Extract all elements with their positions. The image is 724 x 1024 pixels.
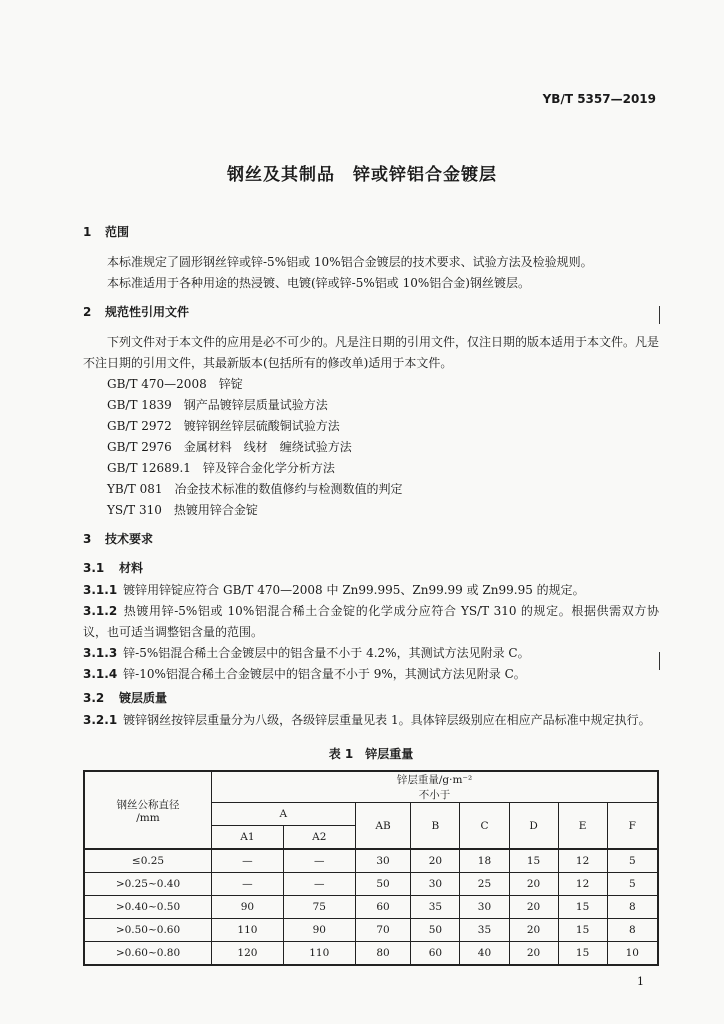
table-row (84, 873, 658, 896)
column-header: AB (355, 803, 411, 850)
reference-item: GB/T 470—2008 锌锭 (107, 377, 243, 391)
weight-cell: 20 (411, 849, 460, 873)
subsection-heading (83, 559, 659, 578)
weight-cell: 15 (558, 942, 607, 966)
weight-header-cell (212, 771, 659, 803)
weight-cell: 8 (607, 919, 658, 942)
weight-cell: 35 (411, 896, 460, 919)
weight-cell: 80 (355, 942, 411, 966)
document-title: 钢丝及其制品 锌或锌铝合金镀层 (227, 165, 497, 185)
column-header: C (460, 803, 509, 850)
weight-cell: 10 (607, 942, 658, 966)
reference-item: GB/T 2976 金属材料 线材 缠绕试验方法 (107, 440, 352, 454)
clause-number: 3.2.1 (83, 713, 118, 727)
clause (83, 664, 659, 685)
weight-subheader: 不小于 (418, 789, 451, 801)
column-header: E (558, 803, 607, 850)
document-body (83, 224, 659, 966)
weight-cell: 30 (355, 849, 411, 873)
diameter-cell: >0.50~0.60 (84, 919, 212, 942)
weight-cell: 20 (509, 896, 558, 919)
weight-cell: 20 (509, 942, 558, 966)
diameter-cell: >0.60~0.80 (84, 942, 212, 966)
reference-item: GB/T 1839 钢产品镀锌层质量试验方法 (107, 398, 328, 412)
clause-text: 镀锌用锌锭应符合 GB/T 470—2008 中 Zn99.995、Zn99.99 或 Zn99.95 的规定。 (123, 583, 585, 597)
section-title: 技术要求 (105, 532, 154, 546)
diameter-cell: >0.40~0.50 (84, 896, 212, 919)
section-number: 1 (83, 225, 92, 239)
reference-item: GB/T 2972 镀锌钢丝锌层硫酸铜试验方法 (107, 419, 340, 433)
diameter-header-cell (84, 771, 212, 849)
paragraph: 下列文件对于本文件的应用是必不可少的。凡是注日期的引用文件，仅注日期的版本适用于本文件。凡是不注日期的引用文件，其最新版本(包括所有的修改单)适用于本文件。 (83, 335, 660, 370)
clause (83, 710, 659, 731)
weight-cell: 50 (355, 873, 411, 896)
weight-cell: 15 (558, 919, 607, 942)
clause-number: 3.1.1 (83, 583, 118, 597)
section-number: 3 (83, 532, 92, 546)
weight-cell: 15 (509, 849, 558, 873)
subsection-title: 镀层质量 (119, 691, 168, 705)
subsection-number: 3.1 (83, 561, 105, 575)
reference-item: YS/T 310 热镀用锌合金锭 (107, 503, 258, 517)
reference-item: GB/T 12689.1 锌及锌合金化学分析方法 (107, 461, 335, 475)
weight-header: 锌层重量/g·m⁻² (396, 774, 473, 786)
table-row (84, 849, 658, 873)
weight-cell: — (283, 849, 355, 873)
weight-cell: 18 (460, 849, 509, 873)
diameter-header: 钢丝公称直径 (116, 798, 180, 811)
clause-text: 锌-10%铝混合稀土合金镀层中的铝含量不小于 9%，其测试方法见附录 C。 (123, 667, 526, 681)
clause (83, 580, 659, 601)
weight-cell: 90 (212, 896, 284, 919)
weight-cell: 20 (509, 919, 558, 942)
section-heading (83, 224, 659, 240)
weight-cell: 50 (411, 919, 460, 942)
weight-cell: 5 (607, 849, 658, 873)
section-number: 2 (83, 305, 92, 319)
revision-mark (659, 652, 660, 670)
section-title: 规范性引用文件 (105, 305, 190, 319)
weight-cell: 12 (558, 873, 607, 896)
weight-cell: 60 (355, 896, 411, 919)
table-caption: 表 1 锌层重量 (328, 747, 414, 761)
clause (83, 601, 659, 643)
paragraph: 本标准规定了圆形钢丝锌或锌-5%铝或 10%铝合金镀层的技术要求、试验方法及检验规则。 (107, 255, 593, 269)
clause-text: 锌-5%铝混合稀土合金镀层中的铝含量不小于 4.2%，其测试方法见附录 C。 (123, 646, 530, 660)
weight-cell: 15 (558, 896, 607, 919)
weight-cell: 110 (283, 942, 355, 966)
standard-code: YB/T 5357—2019 (542, 92, 656, 106)
weight-cell: — (283, 873, 355, 896)
clause-number: 3.1.3 (83, 646, 118, 660)
page-number: 1 (637, 975, 644, 988)
table-row (84, 896, 658, 919)
zinc-weight-table (83, 770, 659, 966)
clause-number: 3.1.2 (83, 604, 118, 618)
weight-cell: 35 (460, 919, 509, 942)
column-header: A1 (212, 826, 284, 850)
reference-item: YB/T 081 冶金技术标准的数值修约与检测数值的判定 (107, 482, 403, 496)
column-header: F (607, 803, 658, 850)
table-row (84, 919, 658, 942)
column-header: D (509, 803, 558, 850)
section-heading (83, 304, 659, 320)
weight-cell: 40 (460, 942, 509, 966)
table-body (84, 849, 658, 965)
diameter-cell: ≤0.25 (84, 849, 212, 873)
table-row (84, 942, 658, 966)
revision-mark (659, 306, 660, 324)
weight-cell: 20 (509, 873, 558, 896)
weight-cell: 60 (411, 942, 460, 966)
weight-cell: 75 (283, 896, 355, 919)
weight-cell: 90 (283, 919, 355, 942)
clause-number: 3.1.4 (83, 667, 118, 681)
column-group-a: A (212, 803, 356, 826)
weight-cell: 25 (460, 873, 509, 896)
section-title: 范围 (105, 225, 130, 239)
column-header: B (411, 803, 460, 850)
weight-cell: 110 (212, 919, 284, 942)
weight-cell: 5 (607, 873, 658, 896)
diameter-cell: >0.25~0.40 (84, 873, 212, 896)
weight-cell: — (212, 873, 284, 896)
weight-cell: 12 (558, 849, 607, 873)
paragraph: 本标准适用于各种用途的热浸镀、电镀(锌或锌-5%铝或 10%铝合金)钢丝镀层。 (107, 276, 530, 290)
weight-cell: 30 (460, 896, 509, 919)
weight-cell: 30 (411, 873, 460, 896)
column-header: A2 (283, 826, 355, 850)
diameter-unit: /mm (136, 811, 160, 824)
subsection-heading (83, 689, 659, 708)
weight-cell: 8 (607, 896, 658, 919)
weight-cell: — (212, 849, 284, 873)
weight-cell: 70 (355, 919, 411, 942)
weight-cell: 120 (212, 942, 284, 966)
clause (83, 643, 659, 664)
subsection-number: 3.2 (83, 691, 105, 705)
section-heading (83, 531, 659, 547)
subsection-title: 材料 (119, 561, 144, 575)
clause-text: 热镀用锌-5%铝或 10%铝混合稀土合金锭的化学成分应符合 YS/T 310 的规定。根据供需双方协议，也可适当调整铝含量的范围。 (83, 604, 659, 639)
clause-text: 镀锌钢丝按锌层重量分为八级，各级锌层重量见表 1。具体锌层级别应在相应产品标准中规定执行。 (123, 713, 651, 727)
